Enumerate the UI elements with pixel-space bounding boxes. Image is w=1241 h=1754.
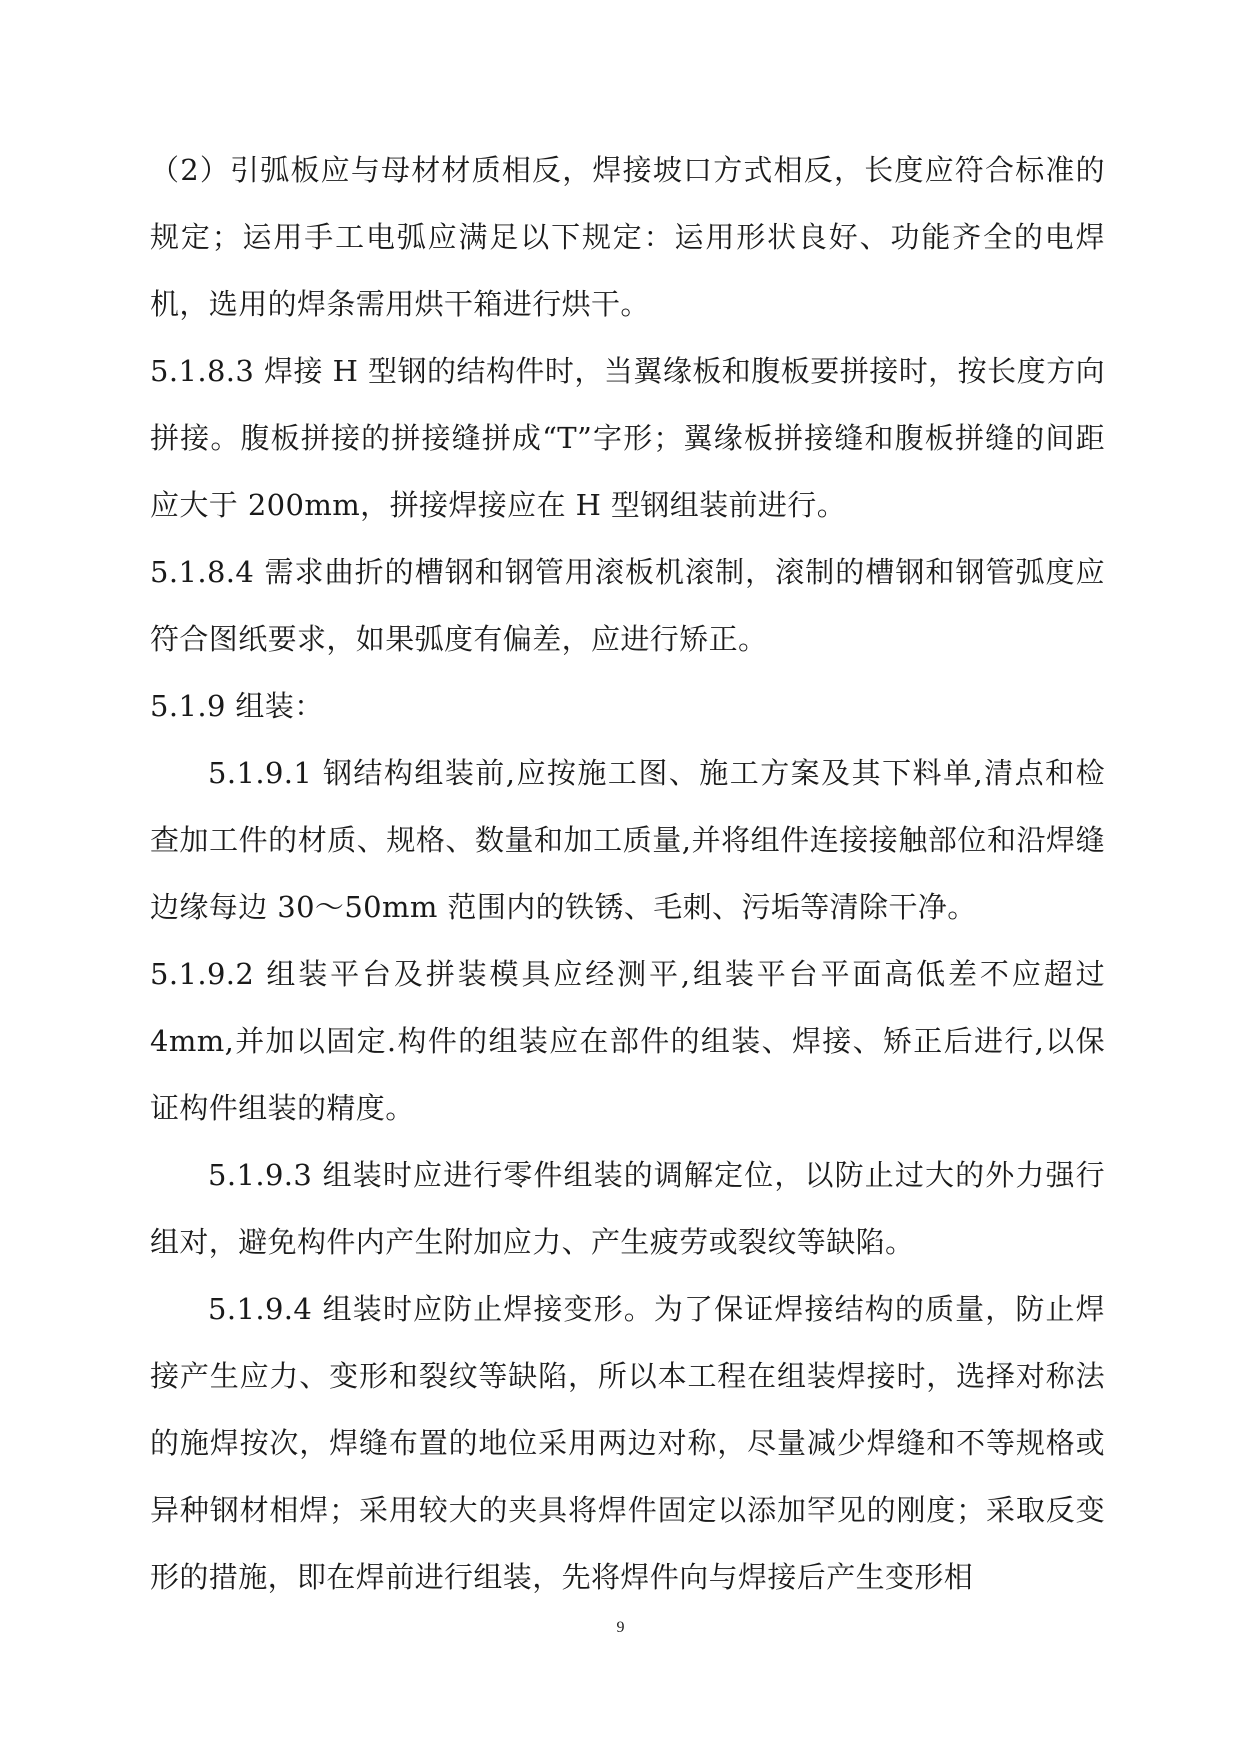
- heading-5-1-9: 5.1.9 组装：: [150, 689, 324, 723]
- paragraph-5-1-9-2: 5.1.9.2 组装平台及拼装模具应经测平,组装平台平面高低差不应超过 4mm,并加以固定.构件的组装应在部件的组装、焊接、矫正后进行,以保证构件组装的精度。: [150, 957, 1105, 1125]
- paragraph-5-1-9-1: 5.1.9.1 钢结构组装前,应按施工图、施工方案及其下料单,清点和检查加工件的材质、规格、数量和加工质量,并将组件连接接触部位和沿焊缝边缘每边 30～50mm 范围内的铁锈、毛刺、污垢等清除干净。: [150, 756, 1105, 924]
- paragraph-5-1-8-3: 5.1.8.3 焊接 H 型钢的结构件时，当翼缘板和腹板要拼接时，按长度方向拼接。腹板拼接的拼接缝拼成“T”字形；翼缘板拼接缝和腹板拼缝的间距应大于 200mm，拼接焊接应在 H 型钢组装前进行。: [150, 354, 1105, 522]
- paragraph-arc-strike-plate: （2）引弧板应与母材材质相反，焊接坡口方式相反，长度应符合标准的规定；运用手工电弧应满足以下规定：运用形状良好、功能齐全的电焊机，选用的焊条需用烘干箱进行烘干。: [150, 153, 1105, 321]
- page-number: 9: [616, 1619, 625, 1636]
- paragraph-5-1-8-4: 5.1.8.4 需求曲折的槽钢和钢管用滚板机滚制，滚制的槽钢和钢管弧度应符合图纸要求，如果弧度有偏差，应进行矫正。: [150, 555, 1105, 656]
- paragraph-5-1-9-3: 5.1.9.3 组装时应进行零件组装的调解定位，以防止过大的外力强行组对，避免构件内产生附加应力、产生疲劳或裂纹等缺陷。: [150, 1158, 1105, 1259]
- paragraph-5-1-9-4: 5.1.9.4 组装时应防止焊接变形。为了保证焊接结构的质量，防止焊接产生应力、变形和裂纹等缺陷，所以本工程在组装焊接时，选择对称法的施焊按次，焊缝布置的地位采用两边对称，尽量减少焊缝和不等规格或异种钢材相焊；采用较大的夹具将焊件固定以添加罕见的刚度；采取反变形的措施，即在焊前进行组装，先将焊件向与焊接后产生变形相: [150, 1292, 1105, 1594]
